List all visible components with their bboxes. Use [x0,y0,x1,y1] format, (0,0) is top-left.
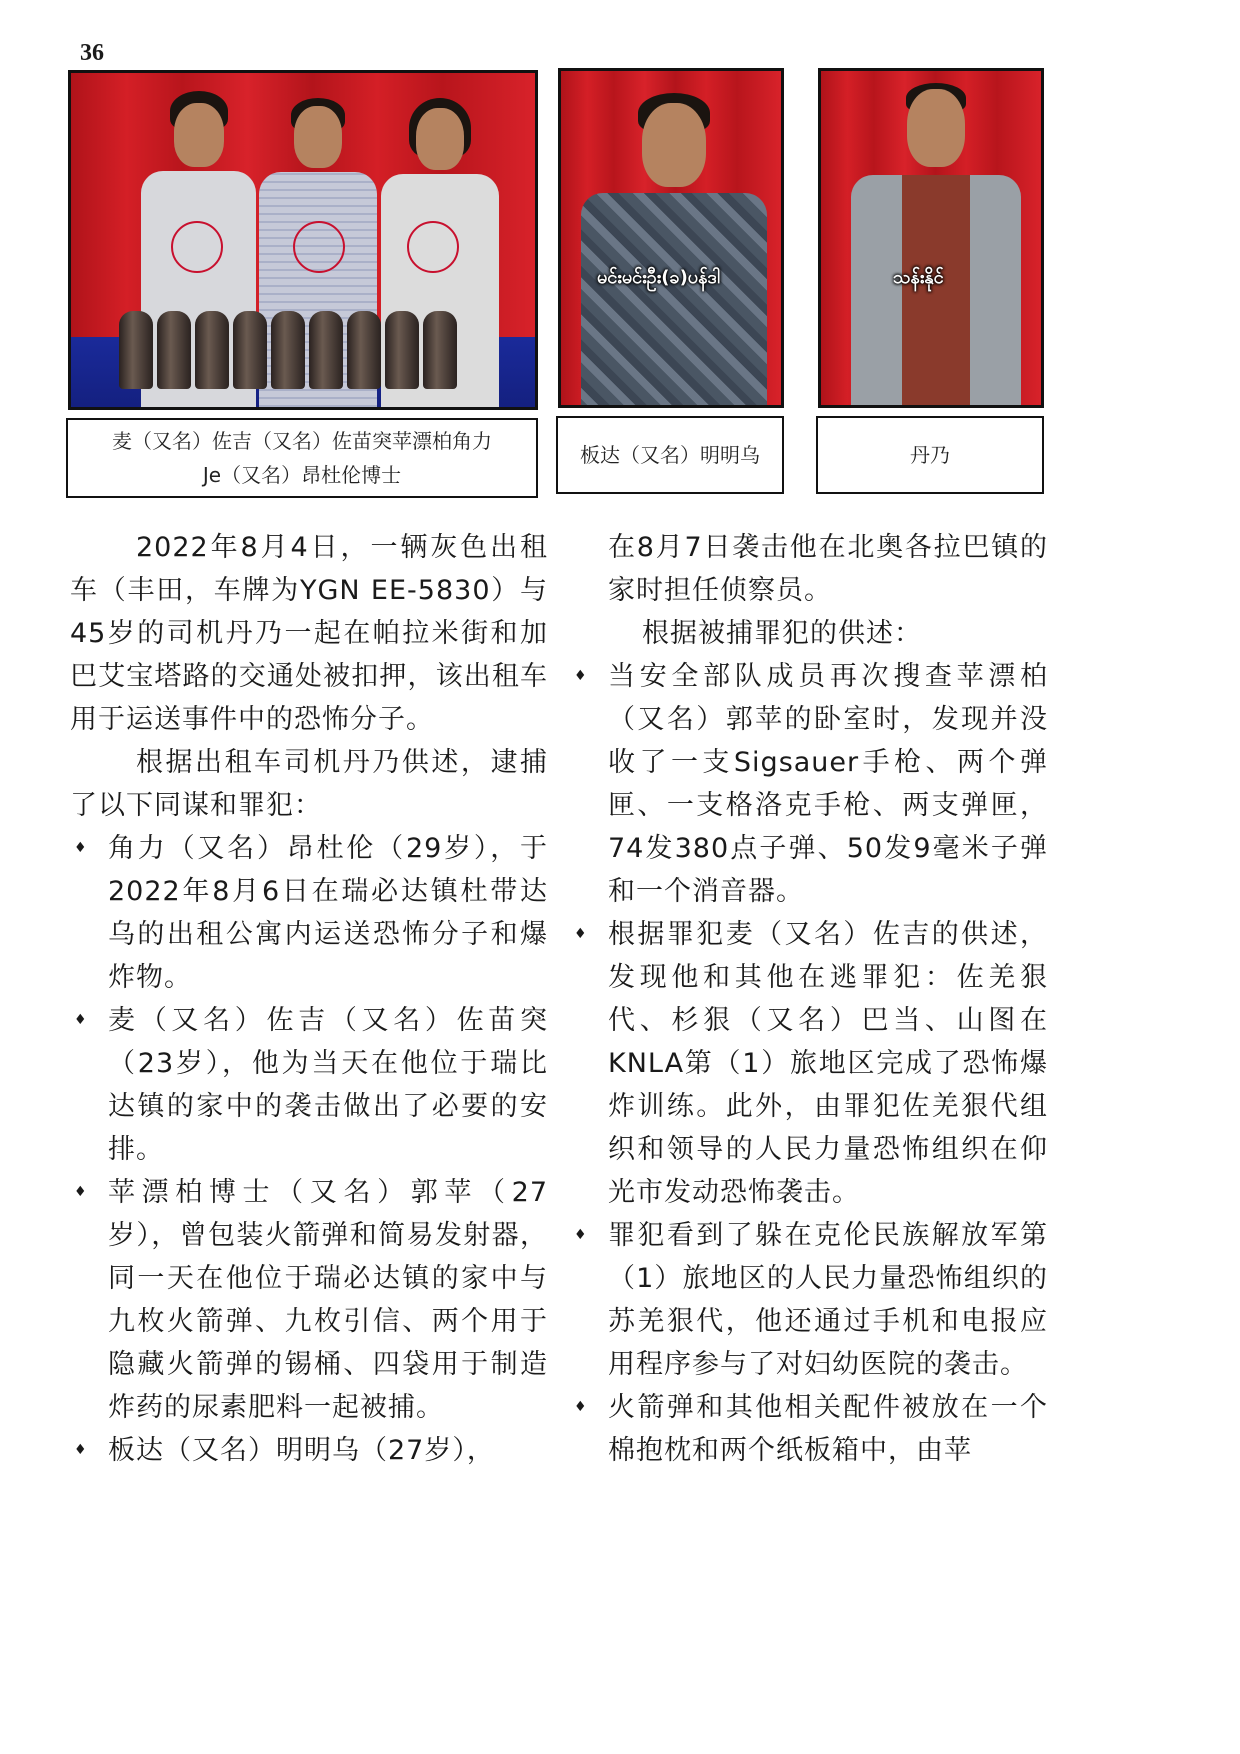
paragraph: 根据出租车司机丹乃供述，逮捕了以下同谋和罪犯： [70,747,548,821]
photo-caption-3: 丹乃 [816,416,1044,494]
photo-suspect-than-naing [818,68,1044,408]
rocket-shell [271,311,305,389]
suspect-figure [581,93,767,408]
list-item: ♦ 苹漂柏博士（又名）郭苹（27岁），曾包装火箭弹和简易发射器，同一天在他位于瑞必达镇的家中与九枚火箭弹、九枚引信、两个用于隐藏火箭弹的锡桶、四袋用于制造炸药的尿素肥料一起被捕。 [70,1171,548,1429]
paragraph: 在8月7日袭击他在北奥各拉巴镇的家时担任侦察员。 [608,532,1048,606]
list-item: ♦ 罪犯看到了躲在克伦民族解放军第（1）旅地区的人民力量恐怖组织的苏羌狠代，他还通过手机和电报应用程序参与了对妇幼医院的袭击。 [570,1214,1048,1386]
photo-three-suspents [68,70,538,410]
list-item: ♦ 麦（又名）佐吉（又名）佐苗突（23岁），他为当天在他位于瑞比达镇的家中的袭击做出了必要的安排。 [70,999,548,1171]
rocket-shell [195,311,229,389]
page-number: 36 [80,40,104,66]
marker-circle-3 [407,221,459,273]
marker-circle-1 [171,221,223,273]
list-item: ♦ 板达（又名）明明乌（27岁）， [70,1429,548,1472]
marker-circle-2 [293,221,345,273]
rocket-shell [309,311,343,389]
name-tag: မင်းမင်းဦး(ခ)ပန်ဒါ [597,267,720,288]
rocket-shell [119,311,153,389]
list-item: ♦ 角力（又名）昂杜伦（29岁），于2022年8月6日在瑞必达镇杜带达乌的出租公寓内运送恐怖分子和爆炸物。 [70,827,548,999]
list-item: ♦ 根据罪犯麦（又名）佐吉的供述，发现他和其他在逃罪犯：佐羌狠代、杉狠（又名）巴当、山图在KNLA第（1）旅地区完成了恐怖爆炸训练。此外，由罪犯佐羌狠代组织和领导的人民力量恐怖组织在仰光市发动恐怖袭击。 [570,913,1048,1214]
photo-suspect-panda [558,68,784,408]
paragraph: 根据被捕罪犯的供述： [642,618,922,649]
rocket-shell [157,311,191,389]
suspect-figure [851,83,1021,408]
rocket-shell [233,311,267,389]
list-item: ♦ 当安全部队成员再次搜查苹漂柏（又名）郭苹的卧室时，发现并没收了一支Sigsauer手枪、两个弹匣、一支格洛克手枪、两支弹匣，74发380点子弹、50发9毫米子弹和一个消音器。 [570,655,1048,913]
right-column [570,526,1048,1472]
rocket-shell [423,311,457,389]
left-column [70,526,548,1472]
paragraph: 2022年8月4日，一辆灰色出租车（丰田，车牌为YGN EE-5830）与45岁的司机丹乃一起在帕拉米街和加巴艾宝塔路的交通处被扣押，该出租车用于运送事件中的恐怖分子。 [70,532,548,735]
photo-caption-1: 麦（又名）佐吉（又名）佐苗突苹漂柏角力Je（又名）昂杜伦博士 [66,418,538,498]
photo-caption-2: 板达（又名）明明乌 [556,416,784,494]
rocket-shell [385,311,419,389]
name-tag: သန်းနိုင် [893,267,944,288]
list-item: ♦ 火箭弹和其他相关配件被放在一个棉抱枕和两个纸板箱中，由苹 [570,1386,1048,1472]
rocket-shell [347,311,381,389]
